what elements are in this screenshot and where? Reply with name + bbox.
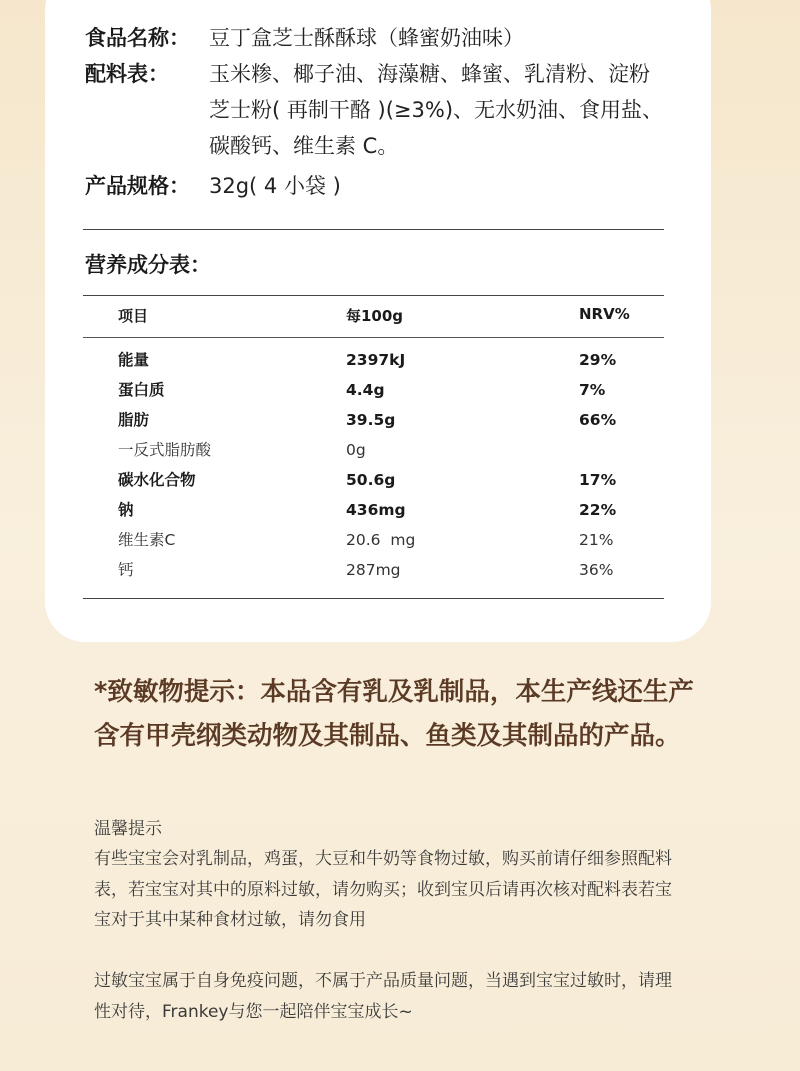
row-value: 436mg: [346, 501, 406, 519]
table-row-trans-fat: [0, 435, 800, 465]
table-row-vitamin-c: [0, 525, 800, 555]
row-name: 蛋白质: [118, 381, 165, 399]
row-name: 一反式脂肪酸: [118, 441, 212, 459]
row-nrv: 22%: [579, 501, 617, 519]
row-value: 39.5g: [346, 411, 396, 429]
row-nrv: 66%: [579, 411, 617, 429]
row-name: 钠: [118, 501, 134, 519]
row-value: 20.6 mg: [346, 531, 416, 549]
header-nrv: NRV%: [579, 305, 630, 323]
product-name-value: 豆丁盒芝士酥酥球（蜂蜜奶油味）: [209, 26, 524, 50]
product-name-row: [85, 20, 664, 56]
row-nrv: 17%: [579, 471, 617, 489]
row-value: 4.4g: [346, 381, 385, 399]
ingredients-value: 玉米糁、椰子油、海藻糖、蜂蜜、乳清粉、淀粉芝士粉( 再制干酪 )(≥3%)、无水奶油、食用盐、碳酸钙、维生素 C。: [209, 62, 664, 158]
product-name-label: 食品名称：: [85, 26, 190, 50]
spec-label: 产品规格：: [85, 174, 190, 198]
table-row-sodium: [0, 495, 800, 525]
ingredients-row: [85, 56, 664, 164]
row-nrv: 21%: [579, 531, 614, 549]
row-nrv: 36%: [579, 561, 614, 579]
row-value: 0g: [346, 441, 366, 459]
table-row-fat: [0, 405, 800, 435]
row-nrv: 29%: [579, 351, 617, 369]
spec-row: [85, 168, 664, 204]
table-row-energy: [0, 345, 800, 375]
ingredients-label: 配料表：: [85, 62, 169, 86]
allergen-warning: *致敏物提示：本品含有乳及乳制品，本生产线还生产含有甲壳纲类动物及其制品、鱼类及其制品的产品。: [94, 677, 694, 751]
row-value: 287mg: [346, 561, 401, 579]
row-value: 50.6g: [346, 471, 396, 489]
nutrition-title: 营养成分表：: [85, 253, 211, 277]
tips-title: 温馨提示: [94, 819, 162, 839]
row-name: 维生素C: [118, 531, 176, 549]
row-name: 钙: [118, 561, 134, 579]
table-rule-top: [83, 295, 664, 296]
header-per100g: 每100g: [346, 307, 404, 325]
table-rule-header: [83, 337, 664, 338]
spec-value: 32g( 4 小袋 ): [209, 174, 341, 198]
table-row-carbohydrate: [0, 465, 800, 495]
divider-top: [83, 229, 664, 230]
row-value: 2397kJ: [346, 351, 406, 369]
row-nrv: 7%: [579, 381, 606, 399]
header-item: 项目: [118, 307, 149, 325]
nutrition-table: [0, 345, 800, 585]
row-name: 能量: [118, 351, 150, 369]
table-row-calcium: [0, 555, 800, 585]
row-name: 脂肪: [118, 411, 150, 429]
table-rule-bottom: [83, 598, 664, 599]
row-name: 碳水化合物: [118, 471, 196, 489]
tips-paragraph-1: 有些宝宝会对乳制品，鸡蛋，大豆和牛奶等食物过敏，购买前请仔细参照配料表，若宝宝对其中的原料过敏，请勿购买；收到宝贝后请再次核对配料表若宝宝对于其中某种食材过敏，请勿食用: [94, 849, 672, 930]
table-row-protein: [0, 375, 800, 405]
tips-paragraph-2: 过敏宝宝属于自身免疫问题，不属于产品质量问题，当遇到宝宝过敏时，请理性对待，Frankey与您一起陪伴宝宝成长~: [94, 971, 672, 1022]
nutrition-header-row: [0, 305, 800, 333]
